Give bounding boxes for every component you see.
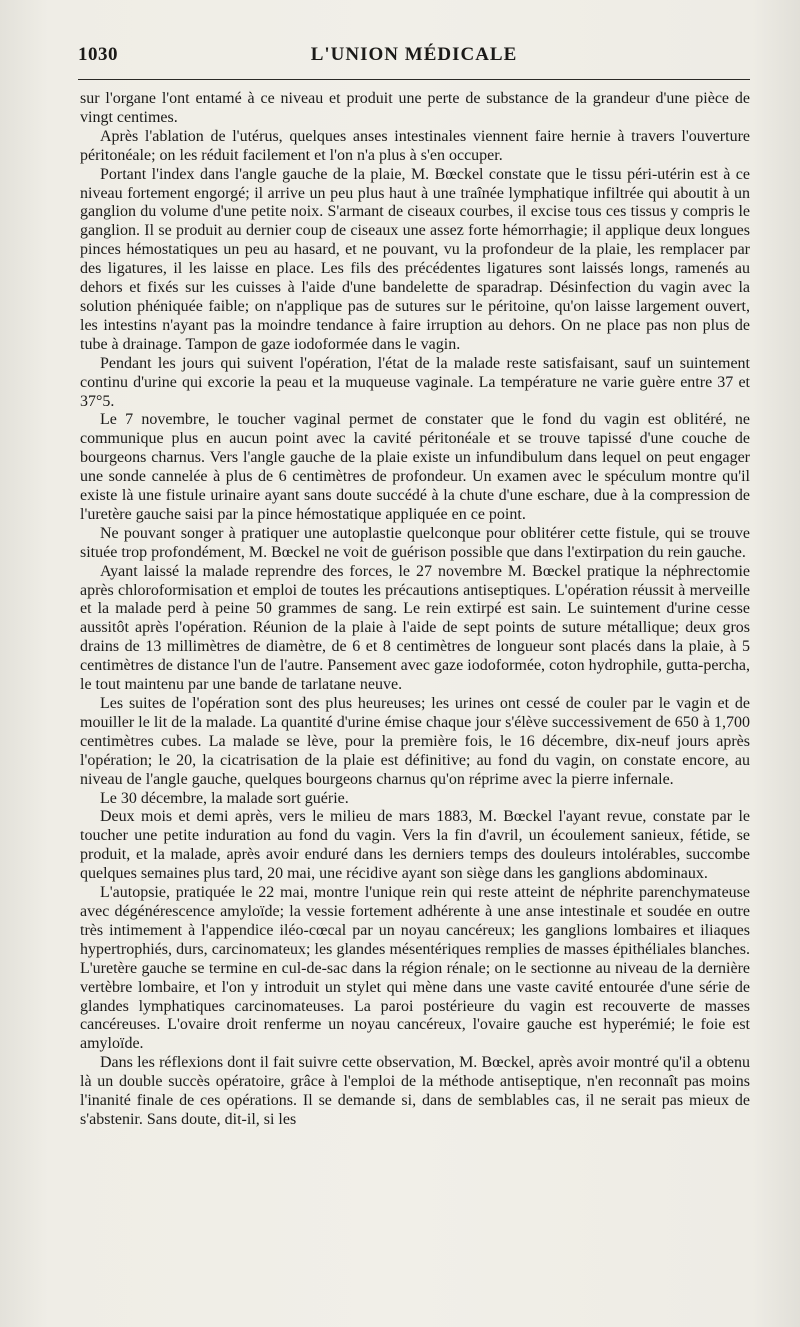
paragraph: Le 30 décembre, la malade sort guérie. (100, 789, 349, 807)
paragraph: Ayant laissé la malade reprendre des forces, le 27 novembre M. Bœckel pratique la néphrectomie après chloroformisation et emploi de toutes les précautions antiseptiques. L'opération réussit à merveille et la malade perd à peine 50 grammes de sang. Le rein extirpé est sain. Le suintement d'urine cesse aussitôt après l'opération. Réunion de la plaie à l'aide de sept points de suture métallique; deux gros drains de 13 millimètres de diamètre, de 6 et 8 centimètres de longueur sont placés dans la plaie, à 5 centimètres de distance l'un de l'autre. Pansement avec gaze iodoformée, coton hydrophile, gutta-percha, le tout maintenu par une bande de tarlatane neuve. (80, 562, 750, 694)
header-rule (78, 79, 750, 80)
article-body (80, 90, 750, 1130)
page-header (78, 44, 750, 70)
paragraph: L'autopsie, pratiquée le 22 mai, montre l'unique rein qui reste atteint de néphrite parenchymateuse avec dégénérescence amyloïde; la vessie fortement adhérente à une anse intestinale et soudée en outre très intimement à l'appendice iléo-cœcal par un noyau cancéreux; les ganglions lombaires et iliaques hypertrophiés, durs, carcinomateux; les glandes mésentériques remplies de masses épithéliales blanches. L'uretère gauche se termine en cul-de-sac dans la région rénale; on le sectionne au niveau de la dernière vertèbre lombaire, et l'on y introduit un stylet qui mène dans une vaste cavité entourée d'une série de glandes lymphatiques carcinomateuses. La paroi postérieure du vagin est recouverte de masses cancéreuses. L'ovaire droit renferme un noyau cancéreux, l'ovaire gauche est hyperémié; le foie est amyloïde. (80, 884, 750, 1053)
paragraph: Dans les réflexions dont il fait suivre cette observation, M. Bœckel, après avoir montré qu'il a obtenu là un double succès opératoire, grâce à l'emploi de la méthode antiseptique, n'en reconnaît pas moins l'inanité finale de ces opérations. Il se demande si, dans de semblables cas, il ne serait pas mieux de s'abstenir. Sans doute, dit-il, si les (80, 1054, 750, 1128)
paragraph: sur l'organe l'ont entamé à ce niveau et produit une perte de substance de la grandeur d'une pièce de vingt centimes. (80, 90, 750, 126)
paragraph: Portant l'index dans l'angle gauche de la plaie, M. Bœckel constate que le tissu péri-utérin est à ce niveau fortement engorgé; il arrive un peu plus haut à une traînée lymphatique infiltrée qui aboutit à un ganglion du volume d'une petite noix. S'armant de ciseaux courbes, il excise tous ces tissus y compris le ganglion. Il se produit au dernier coup de ciseaux une assez forte hémorrhagie; il applique deux longues pinces hémostatiques un peu au hasard, et ne pouvant, vu la profondeur de la plaie, les remplacer par des ligatures, il les laisse en place. Les fils des précédentes ligatures sont laissés longs, ramenés au dehors et fixés sur les cuisses à l'aide d'une bandelette de sparadrap. Désinfection du vagin avec la solution phéniquée faible; on n'applique pas de sutures sur le péritoine, qu'on laisse largement ouvert, les intestins n'ayant pas la moindre tendance à faire irruption au dehors. On ne place pas non plus de tube à drainage. Tampon de gaze iodoformée dans le vagin. (80, 165, 750, 353)
paragraph: Le 7 novembre, le toucher vaginal permet de constater que le fond du vagin est oblitéré, ne communique plus en aucun point avec la cavité péritonéale et se trouve tapissé d'une couche de bourgeons charnus. Vers l'angle gauche de la plaie existe un infundibulum dans lequel on peut engager une sonde cannelée à plus de 6 centimètres de profondeur. Un examen avec le spéculum montre qu'il existe là une fistule urinaire ayant sans doute succédé à la chute d'une eschare, due à la compression de l'uretère gauche saisi par la pince hémostatique appliquée en ce point. (80, 411, 750, 523)
paragraph: Deux mois et demi après, vers le milieu de mars 1883, M. Bœckel l'ayant revue, constate par le toucher une petite induration au fond du vagin. Vers la fin d'avril, un écoulement sanieux, fétide, se produit, et la malade, après avoir enduré dans les derniers temps des douleurs intolérables, succombe quelques semaines plus tard, 20 mai, une récidive ayant son siège dans les ganglions abdominaux. (80, 808, 750, 883)
page-number: 1030 (78, 44, 118, 65)
running-title: L'UNION MÉDICALE (310, 44, 518, 65)
paragraph: Après l'ablation de l'utérus, quelques anses intestinales viennent faire hernie à travers l'ouverture péritonéale; on les réduit facilement et l'on n'a plus à s'en occuper. (80, 127, 750, 164)
paragraph: Les suites de l'opération sont des plus heureuses; les urines ont cessé de couler par le vagin et de mouiller le lit de la malade. La quantité d'urine émise chaque jour s'élève successivement de 650 à 1,700 centimètres cubes. La malade se lève, pour la première fois, le 16 décembre, dix-neuf jours après l'opération; le 20, la cicatrisation de la plaie est définitive; au fond du vagin, on constate encore, au niveau de l'angle gauche, quelques bourgeons charnus qu'on réprime avec la pierre infernale. (80, 695, 750, 788)
paragraph: Pendant les jours qui suivent l'opération, l'état de la malade reste satisfaisant, sauf un suintement continu d'urine qui excorie la peau et la muqueuse vaginale. La température ne varie guère entre 37 et 37°5. (80, 354, 750, 410)
paragraph: Ne pouvant songer à pratiquer une autoplastie quelconque pour oblitérer cette fistule, qui se trouve située trop profondément, M. Bœckel ne voit de guérison possible que dans l'extirpation du rein gauche. (80, 524, 750, 561)
